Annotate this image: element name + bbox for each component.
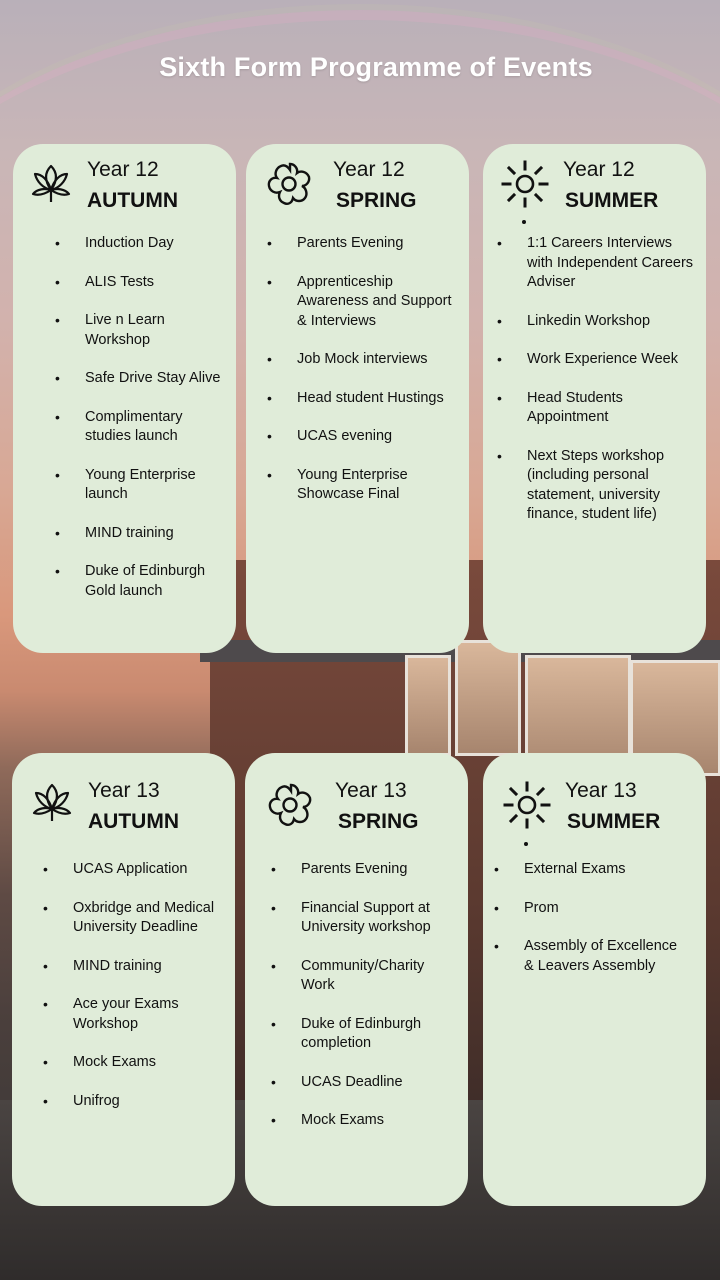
list-item: • Unifrog: [73, 1092, 223, 1112]
card-year13-autumn: [12, 753, 235, 1206]
list-item: • Ace your Exams Workshop: [73, 995, 223, 1034]
list-item: • UCAS Deadline: [301, 1073, 456, 1093]
card-season-label: AUTUMN: [88, 810, 179, 833]
flower-icon: [264, 158, 316, 210]
sun-icon: [499, 158, 551, 210]
leaf-icon: [26, 777, 78, 829]
event-list: [301, 860, 456, 1150]
list-item: • Induction Day: [85, 234, 225, 254]
list-item: • 1:1 Careers Interviews with Independent Careers Adviser: [527, 234, 697, 293]
list-item: • Mock Exams: [301, 1111, 456, 1131]
event-list: [85, 234, 225, 620]
list-item: • Job Mock interviews: [297, 350, 457, 370]
card-year-label: Year 12: [563, 158, 635, 181]
card-year12-summer: [483, 144, 706, 653]
card-year13-summer: [483, 753, 706, 1206]
list-item: • Head student Hustings: [297, 389, 457, 409]
list-item: • Young Enterprise launch: [85, 466, 225, 505]
card-season-label: AUTUMN: [87, 189, 178, 212]
card-year-label: Year 12: [87, 158, 159, 181]
event-list: [297, 234, 457, 524]
card-year13-spring: [245, 753, 468, 1206]
flower-icon: [265, 779, 317, 831]
list-item: • Oxbridge and Medical University Deadline: [73, 899, 223, 938]
list-item: • Parents Evening: [301, 860, 456, 880]
card-season-label: SUMMER: [567, 810, 661, 833]
list-item: • Work Experience Week: [527, 350, 697, 370]
list-item: • Complimentary studies launch: [85, 408, 225, 447]
event-list: [527, 234, 697, 544]
card-season-label: SPRING: [338, 810, 419, 833]
sun-icon: [501, 779, 553, 831]
event-list: [73, 860, 223, 1130]
list-item: • Apprenticeship Awareness and Support & Interviews: [297, 273, 457, 332]
list-item: • Linkedin Workshop: [527, 312, 697, 332]
event-list: [524, 860, 684, 995]
list-item: • Community/Charity Work: [301, 957, 456, 996]
card-year12-autumn: [13, 144, 236, 653]
bullet-dot: [524, 842, 528, 846]
list-item: • Duke of Edinburgh completion: [301, 1015, 456, 1054]
list-item: • Live n Learn Workshop: [85, 311, 225, 350]
list-item: • Prom: [524, 899, 684, 919]
card-year-label: Year 13: [88, 779, 160, 802]
card-year-label: Year 12: [333, 158, 405, 181]
list-item: • Head Students Appointment: [527, 389, 697, 428]
bullet-dot: [522, 220, 526, 224]
card-season-label: SPRING: [336, 189, 417, 212]
list-item: • Parents Evening: [297, 234, 457, 254]
card-year-label: Year 13: [565, 779, 637, 802]
list-item: • Safe Drive Stay Alive: [85, 369, 225, 389]
list-item: • MIND training: [85, 524, 225, 544]
list-item: • Young Enterprise Showcase Final: [297, 466, 457, 505]
card-year-label: Year 13: [335, 779, 407, 802]
list-item: • Duke of Edinburgh Gold launch: [85, 562, 225, 601]
list-item: • Mock Exams: [73, 1053, 223, 1073]
list-item: • Next Steps workshop (including personal statement, university finance, student life): [527, 447, 697, 525]
list-item: • UCAS Application: [73, 860, 223, 880]
list-item: • MIND training: [73, 957, 223, 977]
leaf-icon: [25, 158, 77, 210]
card-season-label: SUMMER: [565, 189, 659, 212]
list-item: • External Exams: [524, 860, 684, 880]
page-title: Sixth Form Programme of Events: [159, 52, 593, 82]
list-item: • Financial Support at University workshop: [301, 899, 456, 938]
card-year12-spring: [246, 144, 469, 653]
list-item: • UCAS evening: [297, 427, 457, 447]
list-item: • Assembly of Excellence & Leavers Assembly: [524, 937, 684, 976]
list-item: • ALIS Tests: [85, 273, 225, 293]
